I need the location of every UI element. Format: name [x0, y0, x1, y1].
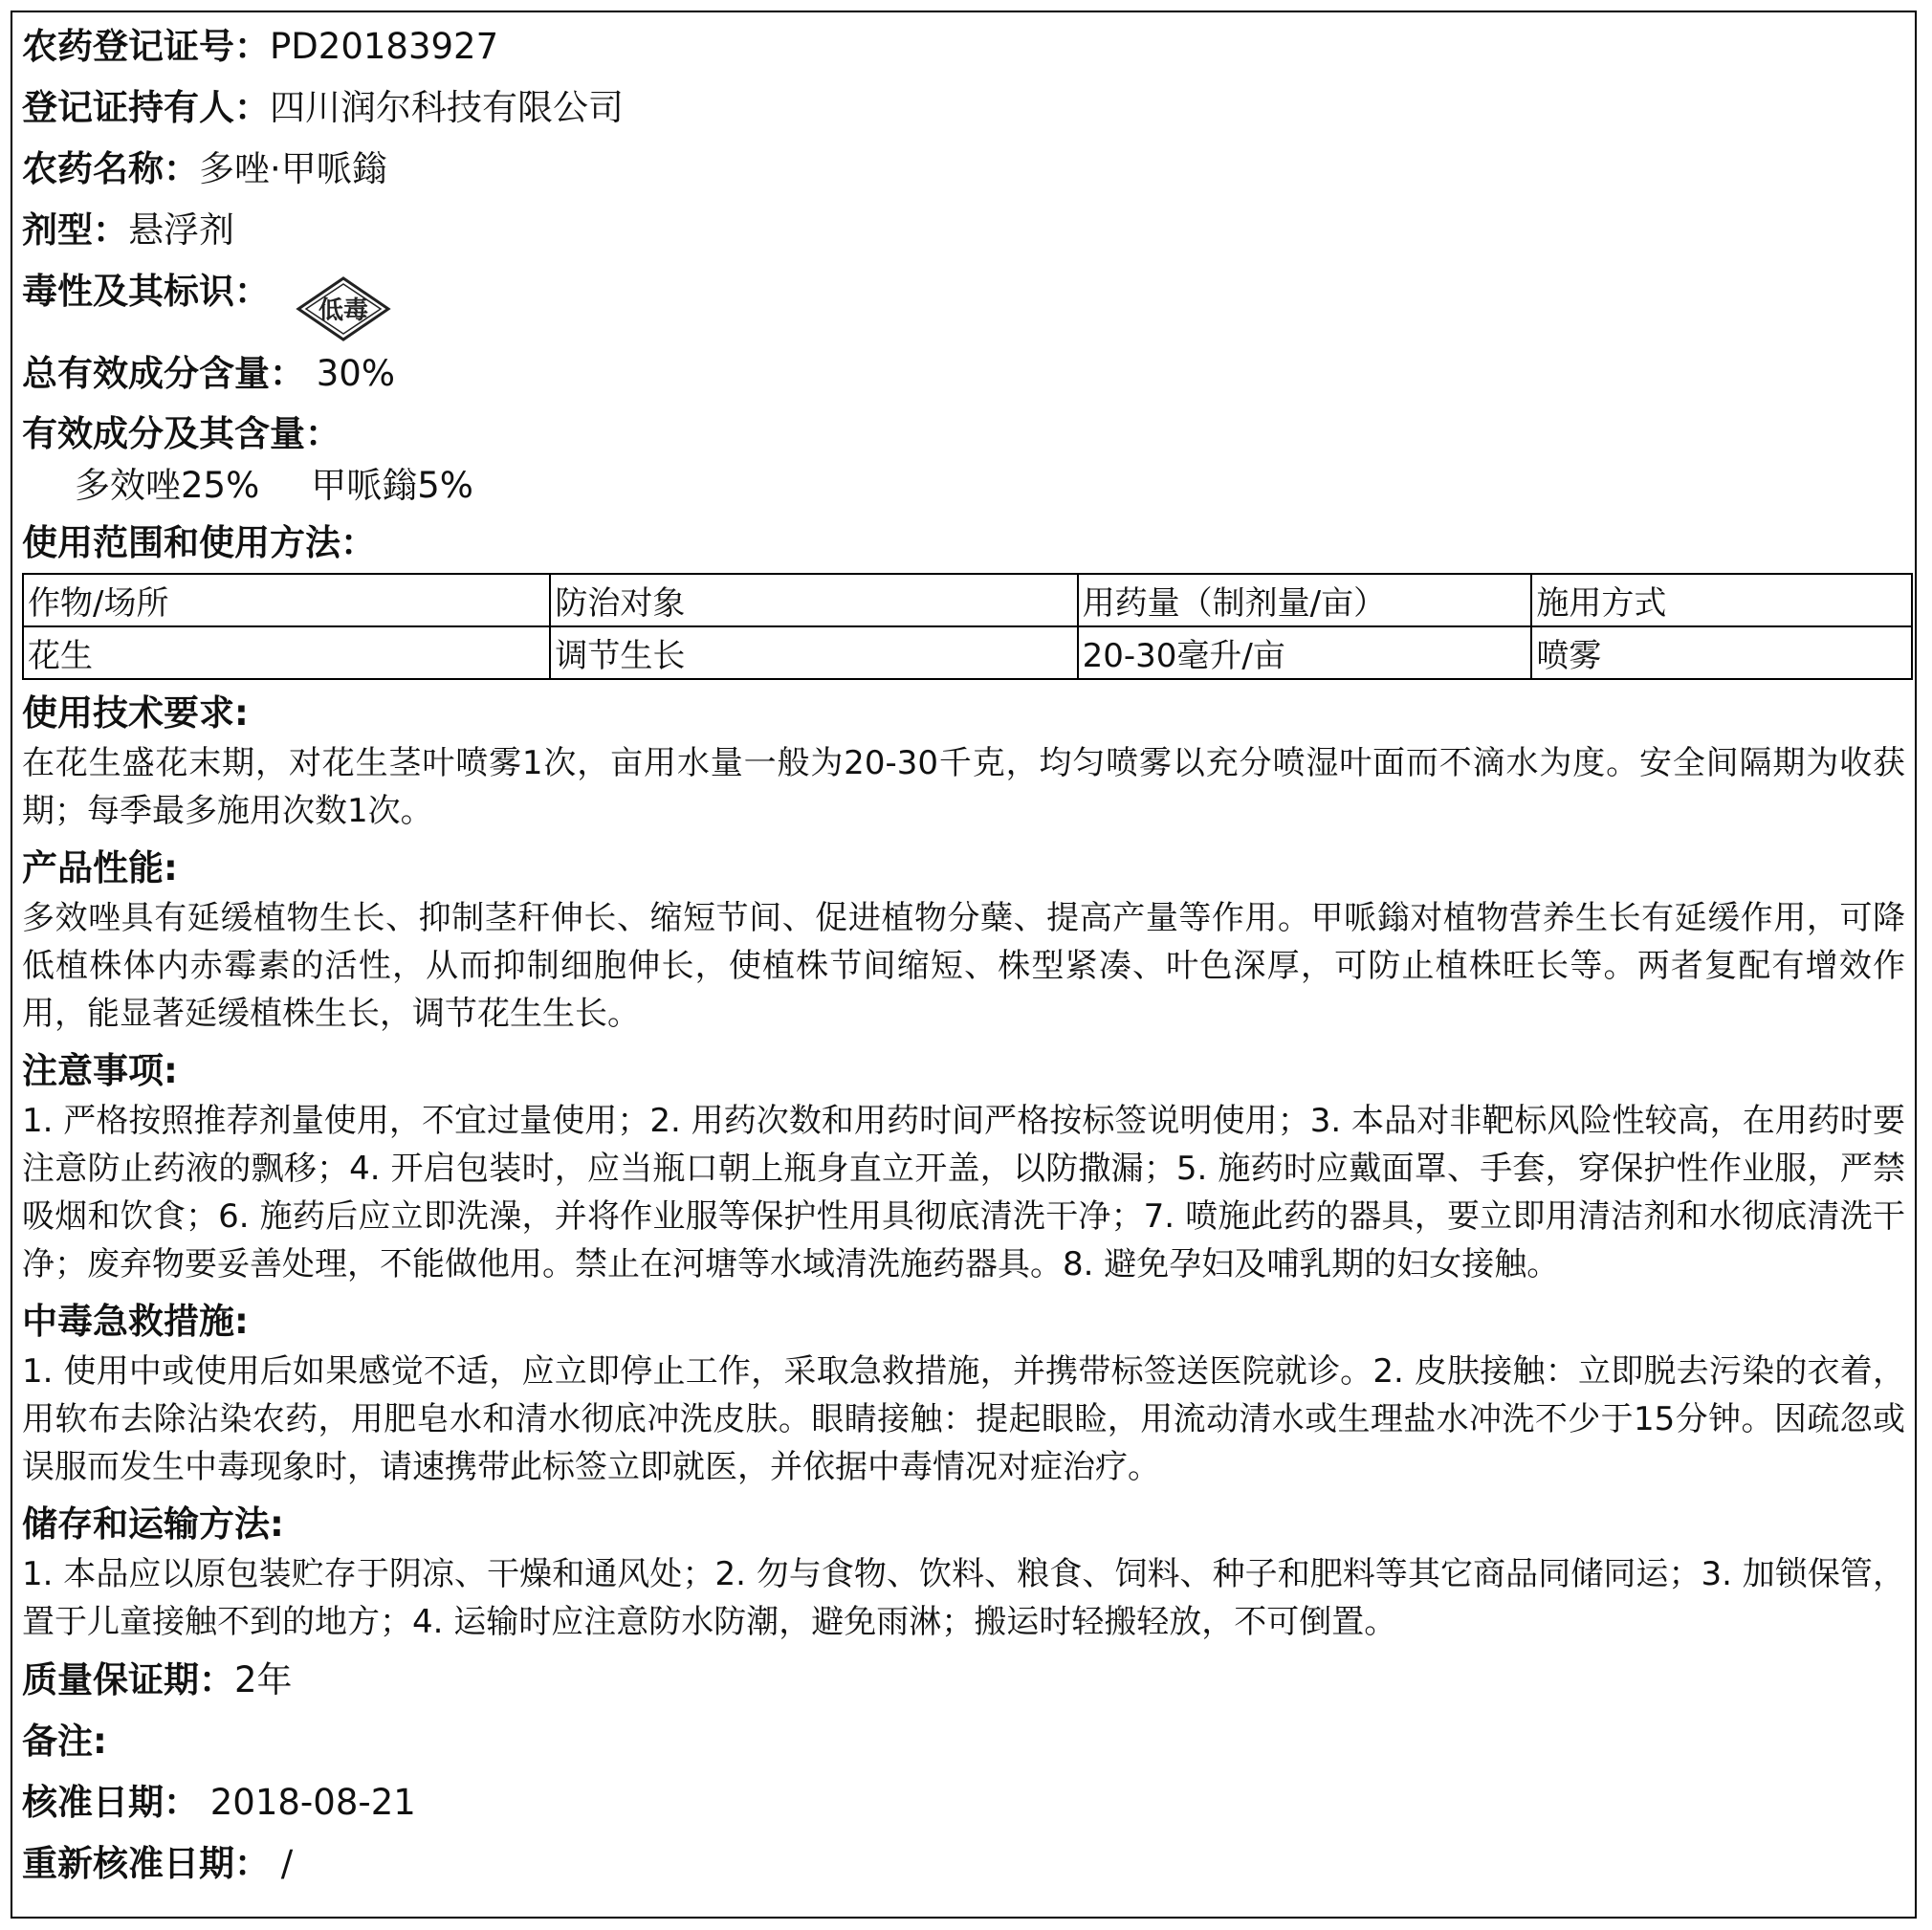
low-toxicity-diamond-icon [291, 269, 396, 349]
storage-heading: 储存和运输方法: [22, 1503, 284, 1545]
reapproval-date-value: / [280, 1843, 294, 1884]
reapproval-date-label: 重新核准日期： [22, 1843, 270, 1884]
table-row [23, 626, 1912, 679]
ingredients-list [22, 460, 1905, 512]
formulation-row [22, 204, 1905, 257]
pesticide-name-value: 多唑·甲哌鎓 [199, 148, 387, 189]
cell-crop: 花生 [23, 626, 550, 679]
table-header-row [23, 574, 1912, 626]
toxicity-label: 毒性及其标识： [22, 271, 270, 312]
cell-dosage: 20-30毫升/亩 [1078, 626, 1532, 679]
shelf-life-row [22, 1654, 1905, 1707]
cell-target: 调节生长 [550, 626, 1077, 679]
header-method: 施用方式 [1531, 574, 1912, 626]
remarks-row [22, 1715, 1905, 1768]
pesticide-name-row [22, 143, 1905, 196]
formulation-value: 悬浮剂 [128, 209, 234, 251]
remarks-label: 备注: [22, 1721, 107, 1762]
holder-row [22, 81, 1905, 135]
toxicity-mark-text: 低毒 [318, 296, 369, 325]
shelf-life-value: 2年 [234, 1659, 293, 1700]
ingredients-heading: 有效成分及其含量： [22, 413, 340, 454]
precautions-heading: 注意事项: [22, 1050, 178, 1091]
approval-date-value: 2018-08-21 [209, 1782, 416, 1823]
label-document [11, 11, 1917, 1919]
header-dosage: 用药量（制剂量/亩） [1078, 574, 1532, 626]
registration-value: PD20183927 [270, 26, 499, 67]
shelf-life-label: 质量保证期： [22, 1659, 234, 1700]
performance-text: 多效唑具有延缓植物生长、抑制茎秆伸长、缩短节间、促进植物分蘖、提高产量等作用。甲哌鎓对植物营养生长有延缓作用，可降低植株体内赤霉素的活性，从而抑制细胞伸长，使植株节间缩短、株型紧凑、叶色深厚，可防止植株旺长等。两者复配有增效作用，能显著延缓植株生长，调节花生生长。 [22, 899, 1905, 1033]
holder-value: 四川润尔科技有限公司 [270, 87, 624, 128]
technical-requirements-heading: 使用技术要求: [22, 692, 249, 734]
usage-table [22, 573, 1913, 680]
cell-method: 喷雾 [1531, 626, 1912, 679]
approval-date-row [22, 1776, 1905, 1830]
approval-date-label: 核准日期： [22, 1782, 199, 1823]
precautions-text: 1. 严格按照推荐剂量使用，不宜过量使用；2. 用药次数和用药时间严格按标签说明使用；3. 本品对非靶标风险性较高，在用药时要注意防止药液的飘移；4. 开启包装时，应当瓶口朝上瓶身直立开盖，以防撒漏；5. 施药时应戴面罩、手套，穿保护性作业服，严禁吸烟和饮食；6. 施药后应立即洗澡，并将作业服等保护性用具彻底清洗干净；7. 喷施此药的器具，要立即用清洁剂和水彻底清洗干净；废弃物要妥善处理，不能做他用。禁止在河塘等水域清洗施药器具。8. 避免孕妇及哺乳期的妇女接触。 [22, 1102, 1905, 1283]
total-content-row [22, 347, 1905, 401]
holder-label: 登记证持有人： [22, 87, 270, 128]
formulation-label: 剂型： [22, 209, 128, 251]
pesticide-name-label: 农药名称： [22, 148, 199, 189]
registration-label: 农药登记证号： [22, 26, 270, 67]
toxicity-row [22, 265, 1905, 347]
total-content-label: 总有效成分含量： [22, 353, 305, 394]
usage-heading: 使用范围和使用方法： [22, 522, 376, 563]
ingredient-item: 多效唑25% [75, 465, 260, 506]
technical-requirements-text: 在花生盛花末期，对花生茎叶喷雾1次，亩用水量一般为20-30千克，均匀喷雾以充分喷湿叶面而不滴水为度。安全间隔期为收获期；每季最多施用次数1次。 [22, 744, 1905, 830]
registration-row [22, 20, 1905, 74]
header-target: 防治对象 [550, 574, 1077, 626]
first-aid-heading: 中毒急救措施: [22, 1301, 249, 1342]
reapproval-date-row [22, 1837, 1905, 1891]
performance-heading: 产品性能: [22, 847, 178, 888]
total-content-value: 30% [316, 353, 396, 394]
storage-text: 1. 本品应以原包装贮存于阴凉、干燥和通风处；2. 勿与食物、饮料、粮食、饲料、种子和肥料等其它商品同储同运；3. 加锁保管，置于儿童接触不到的地方；4. 运输时应注意防水防潮，避免雨淋；搬运时轻搬轻放，不可倒置。 [22, 1555, 1905, 1641]
ingredient-item: 甲哌鎓5% [311, 465, 473, 506]
header-crop: 作物/场所 [23, 574, 550, 626]
first-aid-text: 1. 使用中或使用后如果感觉不适，应立即停止工作，采取急救措施，并携带标签送医院就诊。2. 皮肤接触：立即脱去污染的衣着，用软布去除沾染农药，用肥皂水和清水彻底冲洗皮肤。眼睛接触：提起眼睑，用流动清水或生理盐水冲洗不少于15分钟。因疏忽或误服而发生中毒现象时，请速携带此标签立即就医，并依据中毒情况对症治疗。 [22, 1352, 1905, 1486]
